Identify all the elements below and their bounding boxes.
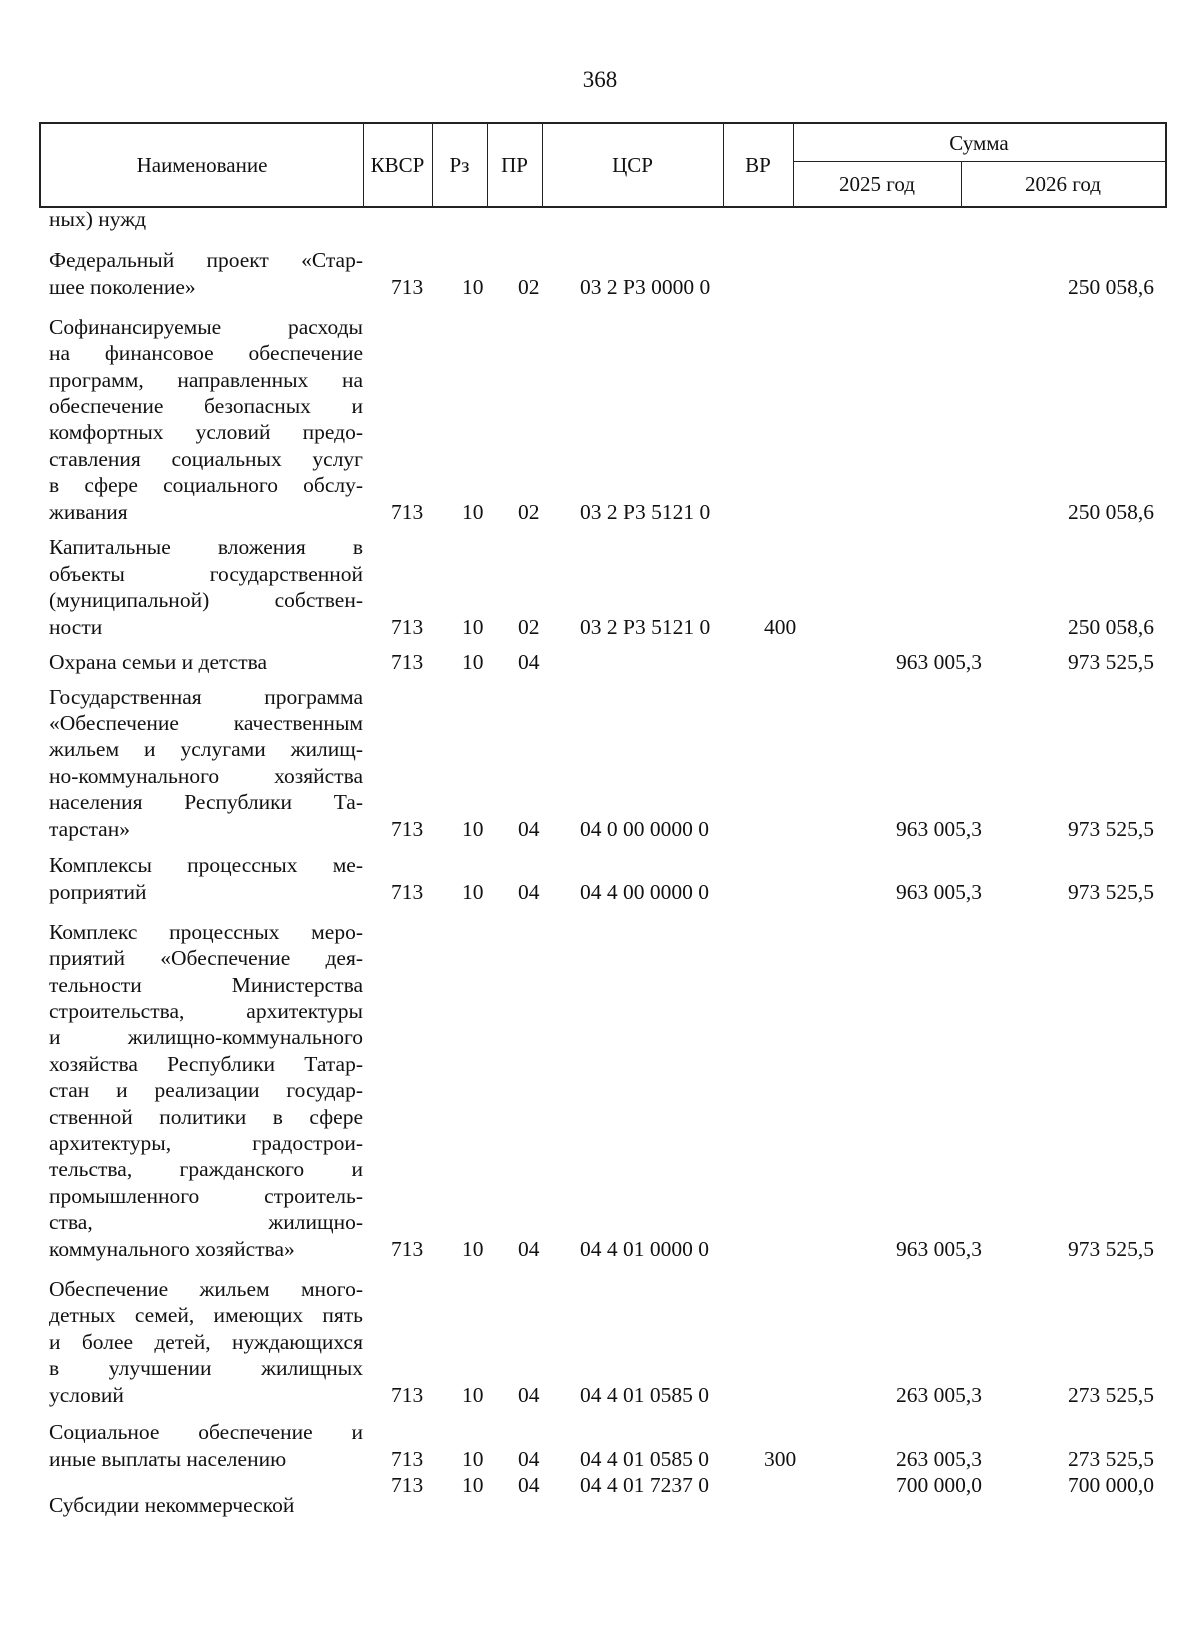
row-name-line: в сфере социального обслу- [49,473,363,498]
row-csr: 04 4 01 0585 0 [580,1446,709,1471]
row-name-line: и более детей, нуждающихся [49,1329,363,1354]
row-name-line: Комплексы процессных ме- [49,853,363,878]
row-vr: 300 [764,1446,797,1471]
row-name-line: на финансовое обеспечение [49,341,363,366]
table-row [0,1276,1200,1408]
header-rz: Рз [449,153,470,177]
header-kvsr: КВСР [370,153,425,177]
row-rz: 10 [462,649,484,674]
row-name-line: ставления социальных услуг [49,446,363,471]
row-name-line: комфортных условий предо- [49,420,363,445]
row-name-line: Субсидии некоммерческой [49,1492,295,1517]
row-sum-2026: 273 525,5 [1068,1446,1154,1471]
row-name-line: Социальное обеспечение и [49,1420,363,1445]
row-pr: 04 [518,879,540,904]
row-rz: 10 [462,1382,484,1407]
row-name [49,247,363,300]
row-kvsr: 713 [391,614,424,639]
row-csr: 04 4 01 0585 0 [580,1382,709,1407]
row-name-line: ственной политики в сфере [49,1104,363,1129]
row-name-line: Комплекс процессных меро- [49,919,363,944]
row-pr: 04 [518,1472,540,1497]
row-name-line: условий [49,1382,124,1407]
row-name-line: коммунального хозяйства» [49,1236,295,1261]
row-sum-2026: 250 058,6 [1068,499,1154,524]
row-name [49,1276,363,1408]
row-sum-2026: 250 058,6 [1068,614,1154,639]
row-name [49,534,363,640]
row-sum-2026: 973 525,5 [1068,1236,1154,1261]
row-name [49,314,363,525]
row-name-line: роприятий [49,879,147,904]
row-pr: 04 [518,649,540,674]
row-name-line: промышленного строитель- [49,1183,363,1208]
header-name: Наименование [136,153,268,177]
row-name [49,919,363,1262]
row-name-line: жильем и услугами жилищ- [49,737,363,762]
row-sum-2025: 263 005,3 [896,1446,982,1471]
row-csr: 04 4 01 7237 0 [580,1472,709,1497]
row-kvsr: 713 [391,1382,424,1407]
row-pr: 02 [518,499,540,524]
row-rz: 10 [462,1236,484,1261]
table-row [0,534,1200,640]
row-name [49,206,363,232]
row-rz: 10 [462,614,484,639]
row-sum-2026: 973 525,5 [1068,879,1154,904]
table-row [0,919,1200,1262]
row-kvsr: 713 [391,274,424,299]
row-name-line: шее поколение» [49,274,196,299]
row-sum-2025: 700 000,0 [896,1472,982,1497]
header-pr: ПР [501,153,528,177]
row-name-line: ства, жилищно- [49,1210,363,1235]
row-csr: 03 2 Р3 5121 0 [580,614,711,639]
table-row [0,852,1200,905]
row-name [49,649,363,675]
row-rz: 10 [462,499,484,524]
row-name [49,1419,363,1472]
table-row [0,1419,1200,1472]
row-pr: 04 [518,816,540,841]
row-csr: 04 0 00 0000 0 [580,816,709,841]
row-sum-2026: 273 525,5 [1068,1382,1154,1407]
row-vr: 400 [764,614,797,639]
row-sum-2026: 250 058,6 [1068,274,1154,299]
row-name-line: тельности Министерства [49,972,363,997]
row-pr: 04 [518,1382,540,1407]
row-rz: 10 [462,1446,484,1471]
row-name-line: ности [49,614,103,639]
row-rz: 10 [462,816,484,841]
row-name-line: Капитальные вложения в [49,535,363,560]
row-kvsr: 713 [391,816,424,841]
row-name-line: в улучшении жилищных [49,1356,363,1381]
row-sum-2025: 963 005,3 [896,649,982,674]
row-name-line: (муниципальной) собствен- [49,588,363,613]
row-name-line: стан и реализации государ- [49,1078,363,1103]
header-vr: ВР [745,153,771,177]
row-sum-2026: 973 525,5 [1068,816,1154,841]
row-name-line: но-коммунального хозяйства [49,763,363,788]
row-csr: 04 4 00 0000 0 [580,879,709,904]
row-name-line: архитектуры, градострои- [49,1130,363,1155]
row-name-line: программ, направленных на [49,367,363,392]
row-rz: 10 [462,879,484,904]
row-name [49,852,363,905]
row-sum-2025: 263 005,3 [896,1382,982,1407]
header-year-2025: 2025 год [839,172,915,196]
header-year-2026: 2026 год [1025,172,1101,196]
table-row [0,247,1200,300]
table-row [0,649,1200,675]
row-rz: 10 [462,1472,484,1497]
row-name-line: и жилищно-коммунального [49,1025,363,1050]
row-pr: 02 [518,274,540,299]
header-sum: Сумма [949,130,1009,155]
row-name-line: тарстан» [49,816,130,841]
table-header [39,122,1167,208]
row-sum-2025: 963 005,3 [896,816,982,841]
row-name-line: Федеральный проект «Стар- [49,248,363,273]
row-name-line: обеспечение безопасных и [49,393,363,418]
row-sum-2025: 963 005,3 [896,1236,982,1261]
row-kvsr: 713 [391,499,424,524]
row-name-line: Обеспечение жильем много- [49,1276,363,1301]
header-csr: ЦСР [612,153,653,177]
row-name-line: хозяйства Республики Татар- [49,1051,363,1076]
row-pr: 02 [518,614,540,639]
row-name-line: тельства, гражданского и [49,1157,363,1182]
row-kvsr: 713 [391,649,424,674]
row-sum-2026: 700 000,0 [1068,1472,1154,1497]
table-row [0,684,1200,842]
row-name-line: Охрана семьи и детства [49,649,268,674]
row-name-line: живания [49,499,128,524]
row-name-line: населения Республики Та- [49,790,363,815]
row-name-line: строительства, архитектуры [49,998,363,1023]
row-name-line: Софинансируемые расходы [49,314,363,339]
row-csr: 03 2 Р3 0000 0 [580,274,711,299]
row-kvsr: 713 [391,879,424,904]
row-name-line: «Обеспечение качественным [49,710,363,735]
row-csr: 03 2 Р3 5121 0 [580,499,711,524]
row-pr: 04 [518,1236,540,1261]
row-rz: 10 [462,274,484,299]
row-sum-2026: 973 525,5 [1068,649,1154,674]
row-kvsr: 713 [391,1236,424,1261]
row-kvsr: 713 [391,1472,424,1497]
row-name-line: ных) нужд [49,206,147,231]
row-pr: 04 [518,1446,540,1471]
page-number: 368 [582,67,618,92]
row-sum-2025: 963 005,3 [896,879,982,904]
row-name-line: иные выплаты населению [49,1446,287,1471]
row-kvsr: 713 [391,1446,424,1471]
row-name [49,1492,363,1518]
row-csr: 04 4 01 0000 0 [580,1236,709,1261]
table-row [0,1472,1200,1518]
table-row [0,314,1200,525]
row-name-line: детных семей, имеющих пять [49,1303,363,1328]
row-name-line: приятий «Обеспечение дея- [49,946,363,971]
row-name-line: объекты государственной [49,561,363,586]
row-name-line: Государственная программа [49,684,363,709]
table-row [0,206,1200,232]
row-name [49,684,363,842]
